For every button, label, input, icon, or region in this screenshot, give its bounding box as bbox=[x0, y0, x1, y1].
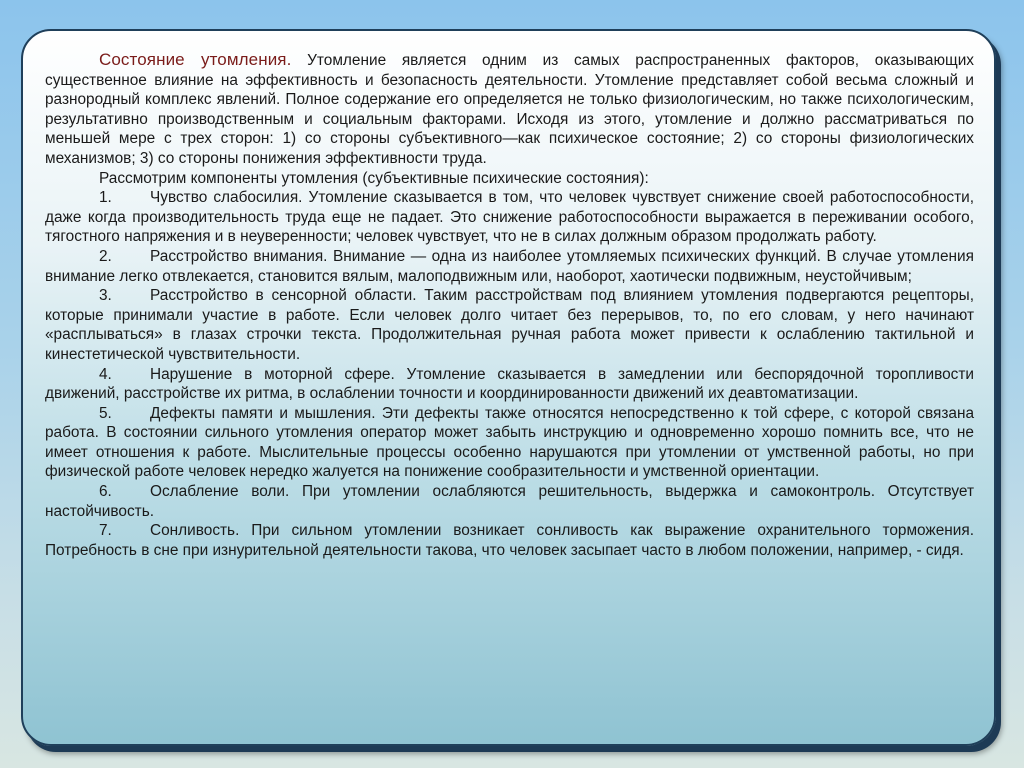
intro-paragraph bbox=[45, 50, 974, 169]
intro-text: Утомление является одним из самых распространенных факторов, оказывающих существенное влияние на эффективность и безопасность деятельности. Утомление представляет собой весьма сложный и разнородный комплекс явлений. Полное содержание его определяется не только физиологическим, но также психологическим, результативно производственным и социальным факторами. Исходя из этого, утомление и должно рассматриваться по меньшей мере с трех сторон: 1) со стороны субъективного—как психическое состояние; 2) со стороны физиологических механизмов; 3) со стороны понижения эффективности труда. bbox=[45, 52, 974, 167]
section-term: Состояние утомления. bbox=[99, 50, 292, 69]
list-number: 2. bbox=[99, 247, 112, 265]
list-number: 5. bbox=[99, 404, 112, 422]
slide-text bbox=[45, 50, 974, 560]
list-item bbox=[45, 404, 974, 482]
list-item bbox=[45, 365, 974, 404]
list-text: Расстройство внимания. Внимание — одна из наиболее утомляемых психических функций. В случае утомления внимание легко отвлекается, становится вялым, малоподвижным или, наоборот, хаотически подвижным, неустойчивым; bbox=[45, 247, 974, 285]
list-number: 6. bbox=[99, 483, 112, 501]
list-number: 3. bbox=[99, 287, 112, 305]
list-number: 4. bbox=[99, 365, 112, 383]
list-item bbox=[45, 286, 974, 364]
list-item bbox=[45, 247, 974, 286]
list-number: 1. bbox=[99, 189, 112, 207]
slide-card bbox=[21, 29, 996, 746]
list-item bbox=[45, 188, 974, 247]
components-intro: Рассмотрим компоненты утомления (субъективные психические состояния): bbox=[99, 169, 649, 187]
list-text: Нарушение в моторной сфере. Утомление сказывается в замедлении или беспорядочной торопливости движений, расстройстве их ритма, в ослаблении точности и координированности движений их деавтоматизации. bbox=[45, 365, 974, 403]
list-item bbox=[45, 521, 974, 560]
list-text: Дефекты памяти и мышления. Эти дефекты также относятся непосредственно к той сфере, с которой связана работа. В состоянии сильного утомления оператор может забыть инструкцию и одновременно хорошо помнить все, что не имеет отношения к работе. Мыслительные процессы особенно нарушаются при утомлении от умственной работы, но при физической работе человек нередко жалуется на понижение сообразительности и умственной ориентации. bbox=[45, 404, 974, 481]
list-text: Расстройство в сенсорной области. Таким расстройствам под влиянием утомления подвергаются рецепторы, которые принимали участие в работе. Если человек долго читает без перерывов, то, по его словам, у него начинают «расплываться» в глазах строчки текста. Продолжительная ручная работа может привести к ослаблению тактильной и кинестетической чувствительности. bbox=[45, 287, 974, 363]
list-item bbox=[45, 482, 974, 521]
list-text: Ослабление воли. При утомлении ослабляются решительность, выдержка и самоконтроль. Отсутствует настойчивость. bbox=[45, 483, 974, 520]
list-text: Сонливость. При сильном утомлении возникает сонливость как выражение охранительного торможения. Потребность в сне при изнурительной деятельности такова, что человек засыпает часто в любом положении, например, - сидя. bbox=[45, 522, 974, 559]
list-number: 7. bbox=[99, 522, 112, 540]
list-text: Чувство слабосилия. Утомление сказывается в том, что человек чувствует снижение своей работоспособности, даже когда производительность труда еще не падает. Это снижение работоспособности выражается в переживании особого, тягостного напряжения и в неуверенности; человек чувствует, что не в силах должным образом продолжать работу. bbox=[45, 189, 974, 246]
